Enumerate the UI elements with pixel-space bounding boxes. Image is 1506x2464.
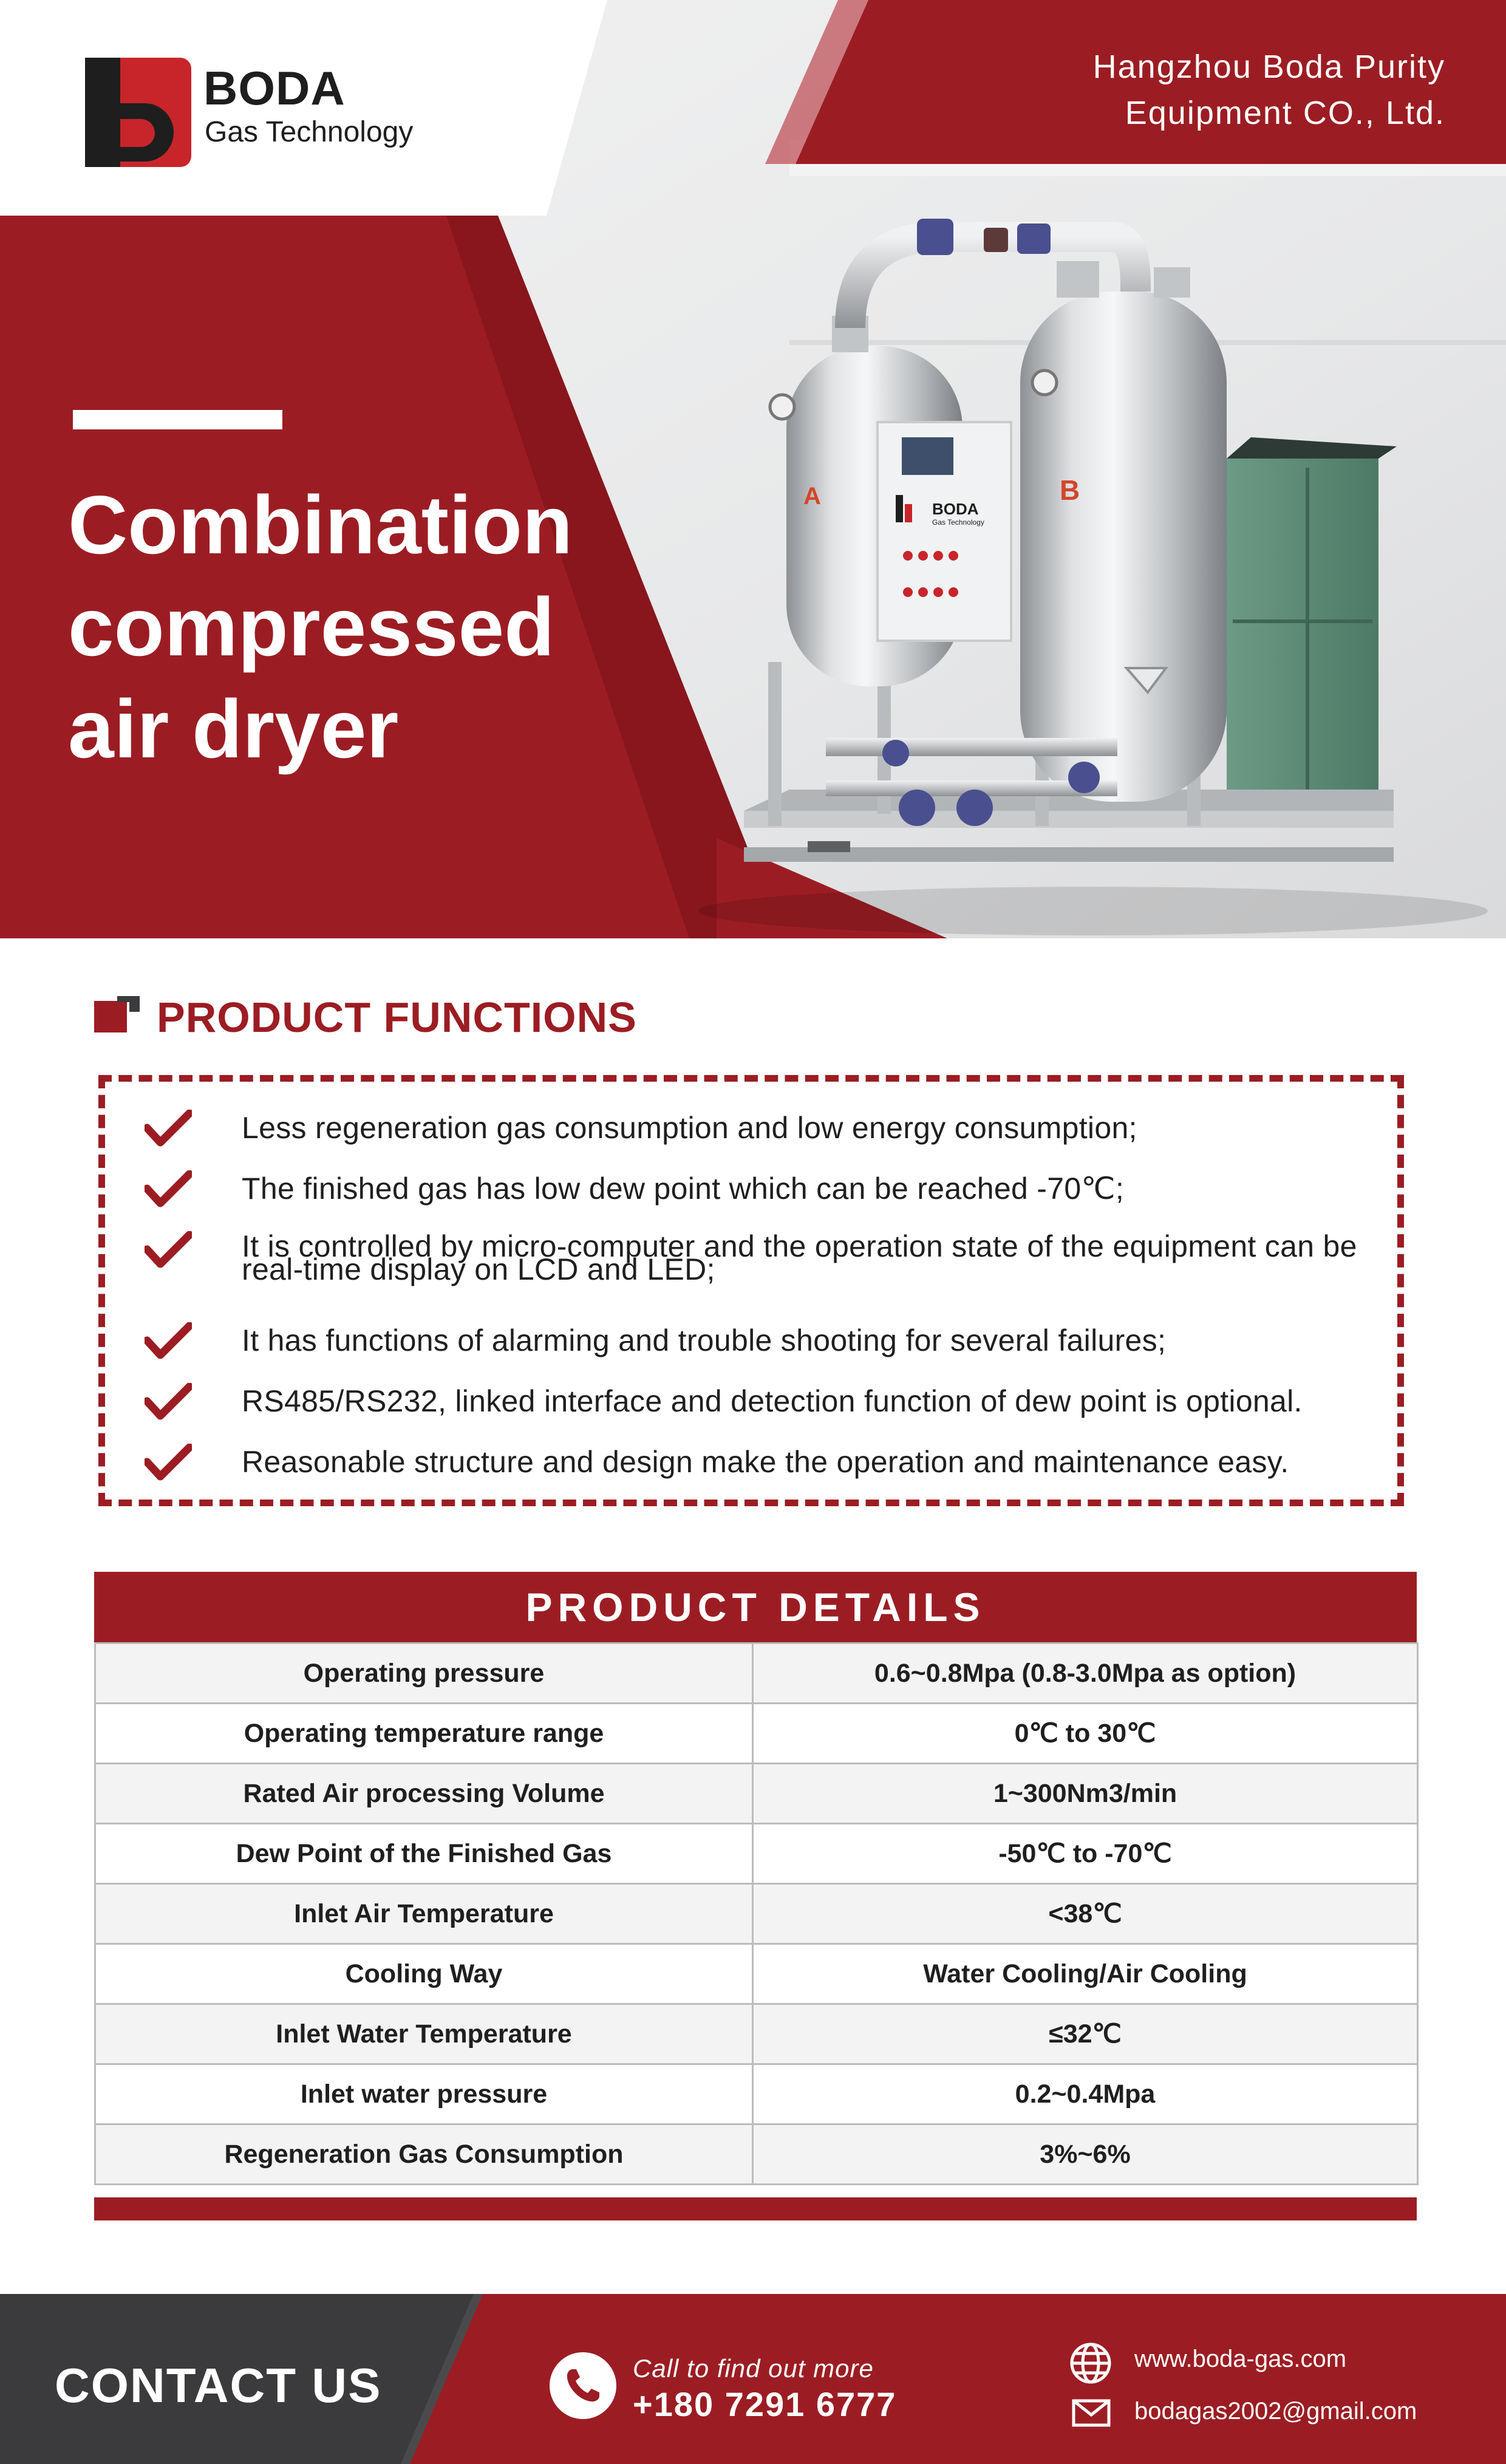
table-row (95, 1764, 1418, 1824)
company-name-line-1: Hangzhou Boda Purity (1092, 49, 1445, 85)
spec-label: Inlet Air Temperature (95, 1884, 753, 1944)
hero-title-line-2: compressed (68, 581, 555, 673)
table-row (95, 1824, 1418, 1884)
details-table (94, 1642, 1419, 2185)
hero-title-line-3: air dryer (68, 683, 399, 775)
table-row (95, 1643, 1418, 1704)
function-item (145, 1229, 1383, 1286)
spec-label: Regeneration Gas Consumption (95, 2124, 753, 2185)
cabinet-logo-text: BODA (932, 500, 979, 518)
details-title: PRODUCT DETAILS (94, 1572, 1417, 1642)
table-row (95, 1884, 1418, 1944)
globe-icon (1069, 2341, 1112, 2385)
hero-title (68, 474, 675, 780)
function-text: It has functions of alarming and trouble shooting for several failures; (242, 1323, 1167, 1357)
spec-label: Operating temperature range (95, 1704, 753, 1764)
tank-a-label: A (803, 483, 821, 510)
function-text: Reasonable structure and design make the operation and maintenance easy. (242, 1445, 1289, 1479)
envelope-icon (1072, 2399, 1111, 2427)
spec-label: Cooling Way (95, 1944, 753, 2004)
spec-label: Dew Point of the Finished Gas (95, 1824, 753, 1884)
boda-logo-mark (85, 58, 191, 167)
functions-box (98, 1075, 1404, 1506)
spec-value: 0℃ to 30℃ (753, 1704, 1418, 1764)
function-item (145, 1384, 1383, 1421)
spec-label: Inlet water pressure (95, 2064, 753, 2124)
phone-number[interactable]: +180 7291 6777 (633, 2385, 897, 2423)
function-text: RS485/RS232, linked interface and detection function of dew point is optional. (242, 1384, 1303, 1418)
details-footer-bar (94, 2197, 1417, 2220)
checkmark-icon (145, 1444, 192, 1481)
checkmark-icon (145, 1231, 192, 1269)
email-link[interactable]: bodagas2002@gmail.com (1134, 2398, 1417, 2425)
table-row (95, 1704, 1418, 1764)
functions-title: PRODUCT FUNCTIONS (157, 994, 637, 1041)
table-row (95, 2064, 1418, 2124)
phone-icon (550, 2352, 616, 2419)
hero-title-bar (73, 410, 282, 429)
function-text: The finished gas has low dew point which can be reached -70℃; (242, 1172, 1125, 1206)
function-text: Less regeneration gas consumption and low energy consumption; (242, 1111, 1137, 1145)
spec-value: 1~300Nm3/min (753, 1764, 1418, 1824)
spec-value: 0.2~0.4Mpa (753, 2064, 1418, 2124)
function-item (145, 1174, 1383, 1208)
function-item (145, 1113, 1383, 1147)
cabinet-logo-subtext: Gas Technology (932, 518, 984, 527)
function-text: It is controlled by micro-computer and the operation state of the equipment can be real-time display on LCD and LED; (242, 1229, 1357, 1286)
spec-value: Water Cooling/Air Cooling (753, 1944, 1418, 2004)
website-link[interactable]: www.boda-gas.com (1134, 2346, 1347, 2372)
brand-subtitle: Gas Technology (205, 116, 414, 148)
spec-value: 0.6~0.8Mpa (0.8-3.0Mpa as option) (753, 1643, 1418, 1704)
function-item (145, 1323, 1383, 1360)
company-name-line-2: Equipment CO., Ltd. (1125, 95, 1445, 131)
checkmark-icon (145, 1110, 192, 1147)
function-item (145, 1447, 1383, 1481)
table-row (95, 1944, 1418, 2004)
table-row (95, 2004, 1418, 2064)
contact-title: CONTACT US (55, 2358, 382, 2412)
spec-value: <38℃ (753, 1884, 1418, 1944)
hero-banner (0, 0, 1506, 938)
spec-label: Rated Air processing Volume (95, 1764, 753, 1824)
spec-value: -50℃ to -70℃ (753, 1824, 1418, 1884)
hero-title-line-1: Combination (68, 479, 573, 571)
table-row (95, 2124, 1418, 2185)
spec-label: Operating pressure (95, 1643, 753, 1704)
spec-value: 3%~6% (753, 2124, 1418, 2185)
company-name (899, 44, 1445, 136)
tank-b-label: B (1060, 474, 1080, 506)
call-text: Call to find out more (633, 2354, 874, 2383)
checkmark-icon (145, 1322, 192, 1360)
checkmark-icon (145, 1170, 192, 1208)
spec-label: Inlet Water Temperature (95, 2004, 753, 2064)
spec-value: ≤32℃ (753, 2004, 1418, 2064)
section-square-icon (94, 996, 140, 1032)
brand-name: BODA (203, 61, 346, 115)
checkmark-icon (145, 1383, 192, 1421)
